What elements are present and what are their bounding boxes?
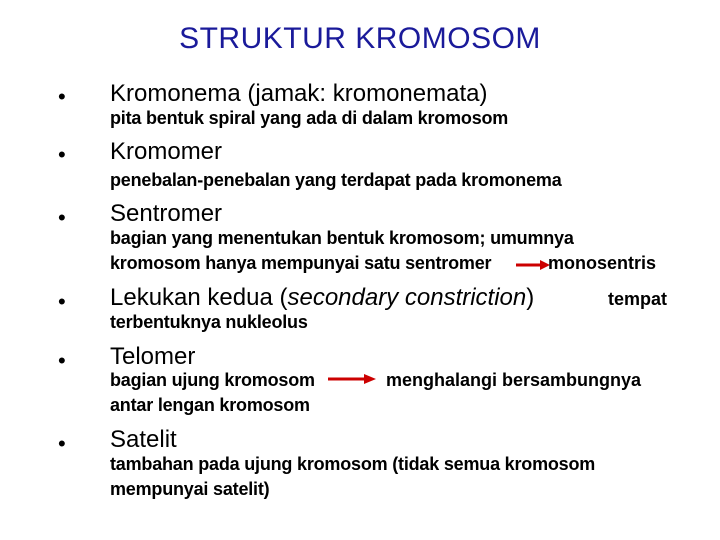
desc-kromomer: penebalan-penebalan yang terdapat pada kromonema (110, 170, 562, 190)
desc-sentromer-line2: kromosom hanya mempunyai satu sentromer (110, 253, 492, 273)
term-satelit: Satelit (110, 426, 177, 453)
bullet-3: • (58, 205, 66, 230)
bullet-5: • (58, 348, 66, 373)
bullet-6: • (58, 431, 66, 456)
term-lekukan-kedua (110, 284, 534, 312)
term-kromomer: Kromomer (110, 138, 223, 165)
bullet-2: • (58, 142, 66, 167)
term-kromonema: Kromonema (jamak: kromonemata) (110, 80, 488, 107)
desc-telomer-line1: bagian ujung kromosom (110, 370, 315, 390)
term-lekukan-plain: Lekukan kedua ( (110, 284, 288, 311)
desc-lekukan-kedua: terbentuknya nukleolus (110, 312, 308, 332)
desc-satelit-line1: tambahan pada ujung kromosom (tidak semua kromosom (110, 454, 596, 474)
arrow-telomer (328, 372, 376, 386)
term-sentromer: Sentromer (110, 200, 223, 227)
bullet-4: • (58, 289, 66, 314)
desc-satelit-line2: mempunyai satelit) (110, 479, 270, 499)
desc-telomer-line2: antar lengan kromosom (110, 395, 310, 415)
arrow-monosentris (516, 258, 550, 272)
desc-sentromer-result: monosentris (548, 253, 657, 273)
term-lekukan-close: ) (526, 284, 535, 311)
term-lekukan-italic: secondary constriction (287, 284, 527, 311)
term-telomer: Telomer (110, 343, 196, 370)
desc-kromonema: pita bentuk spiral yang ada di dalam kromosom (110, 108, 509, 128)
desc-telomer-result: menghalangi bersambungnya (386, 370, 642, 390)
bullet-1: • (58, 84, 66, 109)
term-lekukan-right: tempat (608, 289, 668, 309)
desc-sentromer-line1: bagian yang menentukan bentuk kromosom; umumnya (110, 228, 574, 248)
slide-title: STRUKTUR KROMOSOM (179, 22, 541, 55)
